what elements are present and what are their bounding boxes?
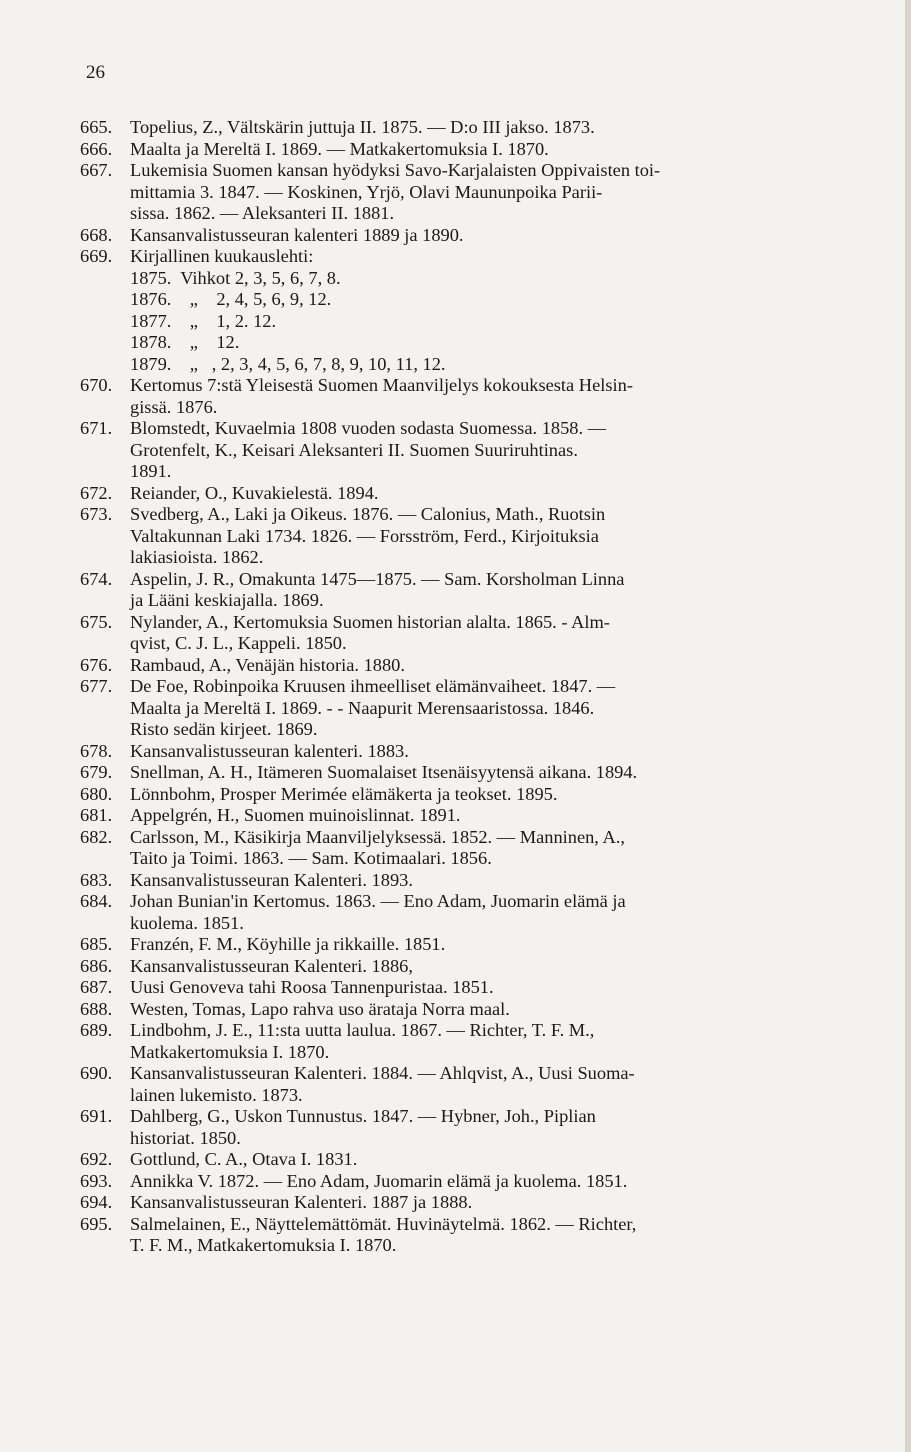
catalog-entry — [80, 977, 880, 999]
entry-number: 680. — [80, 783, 113, 804]
catalog-entry — [80, 117, 880, 139]
entry-number: 670. — [80, 375, 113, 395]
catalog-entry — [80, 784, 880, 806]
entry-line: Franzén, F. M., Köyhille ja rikkaille. 1851. — [130, 934, 446, 954]
entry-number: 675. — [80, 611, 113, 632]
page-number: 26 — [86, 62, 105, 83]
catalog-entry — [80, 160, 880, 225]
catalog-entry — [80, 139, 880, 161]
catalog-entry — [80, 375, 880, 418]
entry-number: 688. — [80, 998, 113, 1019]
entry-line: qvist, C. J. L., Kappeli. 1850. — [130, 633, 347, 653]
entry-line: Nylander, A., Kertomuksia Suomen historian alalta. 1865. - Alm- — [130, 611, 610, 632]
catalog-entry — [80, 1214, 880, 1257]
catalog-entry — [80, 934, 880, 956]
entry-line: Kansanvalistusseuran kalenteri. 1883. — [130, 740, 409, 761]
entry-line: 1876. „ 2, 4, 5, 6, 9, 12. — [130, 289, 332, 309]
entry-line: Blomstedt, Kuvaelmia 1808 vuoden sodasta Suomessa. 1858. — — [130, 418, 607, 438]
catalog-entry — [80, 805, 880, 827]
catalog-entry — [80, 956, 880, 978]
entry-line: Uusi Genoveva tahi Roosa Tannenpuristaa. 1851. — [130, 977, 494, 997]
catalog-entry — [80, 612, 880, 655]
entry-line: Maalta ja Mereltä I. 1869. — Matkakertomuksia I. 1870. — [130, 138, 549, 159]
entry-line: Appelgrén, H., Suomen muinoislinnat. 1891. — [130, 805, 461, 825]
entry-number: 686. — [80, 955, 113, 976]
entry-line: ja Lääni keskiajalla. 1869. — [130, 590, 324, 610]
entry-number: 677. — [80, 676, 113, 696]
entry-number: 691. — [80, 1106, 113, 1126]
entry-line: Kertomus 7:stä Yleisestä Suomen Maanviljelys kokouksesta Helsin- — [130, 375, 633, 395]
entry-number: 695. — [80, 1213, 113, 1234]
entry-line: Johan Bunian'in Kertomus. 1863. — Eno Adam, Juomarin elämä ja — [130, 891, 626, 911]
entry-list — [80, 117, 880, 1257]
entry-number: 669. — [80, 246, 113, 266]
page-edge — [905, 0, 911, 1452]
entry-number: 689. — [80, 1020, 113, 1040]
entry-line: Westen, Tomas, Lapo rahva uso ärataja Norra maal. — [130, 998, 510, 1019]
entry-number: 668. — [80, 224, 113, 245]
entry-line: Topelius, Z., Vältskärin juttuja II. 1875. — D:o III jakso. 1873. — [130, 117, 595, 137]
entry-line: Maalta ja Mereltä I. 1869. - - Naapurit Merensaaristossa. 1846. — [130, 697, 595, 718]
entry-line: historiat. 1850. — [130, 1127, 241, 1148]
entry-line: Kirjallinen kuukauslehti: — [130, 246, 314, 266]
entry-line: kuolema. 1851. — [130, 912, 244, 933]
catalog-entry — [80, 569, 880, 612]
entry-line: Kansanvalistusseuran Kalenteri. 1887 ja 1888. — [130, 1192, 473, 1212]
catalog-entry — [80, 225, 880, 247]
entry-number: 694. — [80, 1192, 113, 1212]
entry-line: T. F. M., Matkakertomuksia I. 1870. — [130, 1235, 397, 1255]
entry-number: 687. — [80, 977, 113, 997]
entry-line: 1879. „ , 2, 3, 4, 5, 6, 7, 8, 9, 10, 11, 12. — [130, 353, 446, 374]
catalog-entry — [80, 1020, 880, 1063]
entry-line: Kansanvalistusseuran Kalenteri. 1886, — [130, 955, 413, 976]
entry-line: Matkakertomuksia I. 1870. — [130, 1041, 330, 1062]
entry-number: 693. — [80, 1170, 113, 1191]
entry-number: 671. — [80, 418, 113, 438]
entry-number: 692. — [80, 1149, 113, 1169]
entry-number: 666. — [80, 138, 113, 159]
catalog-entry — [80, 1063, 880, 1106]
entry-line: lainen lukemisto. 1873. — [130, 1084, 303, 1105]
entry-line: gissä. 1876. — [130, 396, 218, 417]
entry-line: Rambaud, A., Venäjän historia. 1880. — [130, 654, 405, 675]
entry-line: 1875. Vihkot 2, 3, 5, 6, 7, 8. — [130, 267, 341, 288]
entry-line: lakiasioista. 1862. — [130, 547, 264, 567]
entry-line: Kansanvalistusseuran Kalenteri. 1884. — Ahlqvist, A., Uusi Suoma- — [130, 1063, 635, 1083]
entry-number: 674. — [80, 568, 113, 589]
entry-line: Taito ja Toimi. 1863. — Sam. Kotimaalari. 1856. — [130, 848, 492, 868]
entry-line: Reiander, O., Kuvakielestä. 1894. — [130, 482, 379, 503]
entry-line: Salmelainen, E., Näyttelemättömät. Huvinäytelmä. 1862. — Richter, — [130, 1213, 637, 1234]
entry-number: 690. — [80, 1063, 113, 1083]
catalog-entry — [80, 741, 880, 763]
entry-line: Lindbohm, J. E., 11:sta uutta laulua. 1867. — Richter, T. F. M., — [130, 1020, 595, 1040]
entry-number: 682. — [80, 826, 113, 847]
entry-number: 673. — [80, 504, 113, 524]
entry-line: sissa. 1862. — Aleksanteri II. 1881. — [130, 203, 395, 223]
entry-number: 672. — [80, 482, 113, 503]
catalog-entry — [80, 762, 880, 784]
entry-line: Svedberg, A., Laki ja Oikeus. 1876. — Calonius, Math., Ruotsin — [130, 504, 606, 524]
entry-number: 665. — [80, 117, 113, 137]
entry-line: Lukemisia Suomen kansan hyödyksi Savo-Karjalaisten Oppivaisten toi- — [130, 160, 661, 180]
catalog-entry — [80, 246, 880, 375]
entry-line: 1877. „ 1, 2. 12. — [130, 310, 277, 331]
catalog-entry — [80, 504, 880, 569]
entry-line: Carlsson, M., Käsikirja Maanviljelyksessä. 1852. — Manninen, A., — [130, 826, 625, 847]
entry-number: 681. — [80, 805, 113, 825]
catalog-entry — [80, 999, 880, 1021]
catalog-entry — [80, 1171, 880, 1193]
catalog-entry — [80, 418, 880, 483]
catalog-entry — [80, 827, 880, 870]
entry-line: 1891. — [130, 461, 172, 481]
entry-number: 667. — [80, 160, 113, 180]
entry-line: Dahlberg, G., Uskon Tunnustus. 1847. — Hybner, Joh., Piplian — [130, 1106, 596, 1126]
entry-number: 678. — [80, 740, 113, 761]
entry-line: Gottlund, C. A., Otava I. 1831. — [130, 1149, 358, 1169]
catalog-entry — [80, 483, 880, 505]
entry-line: mittamia 3. 1847. — Koskinen, Yrjö, Olavi Maununpoika Parii- — [130, 181, 603, 202]
entry-number: 683. — [80, 869, 113, 890]
entry-number: 685. — [80, 934, 113, 954]
catalog-entry — [80, 1106, 880, 1149]
entry-line: Valtakunnan Laki 1734. 1826. — Forsström, Ferd., Kirjoituksia — [130, 525, 599, 546]
catalog-entry — [80, 1149, 880, 1171]
entry-line: Annikka V. 1872. — Eno Adam, Juomarin elämä ja kuolema. 1851. — [130, 1170, 628, 1191]
catalog-entry — [80, 891, 880, 934]
catalog-entry — [80, 676, 880, 741]
catalog-entry — [80, 1192, 880, 1214]
entry-number: 684. — [80, 891, 113, 911]
entry-line: 1878. „ 12. — [130, 332, 240, 352]
entry-number: 679. — [80, 762, 113, 782]
entry-line: Lönnbohm, Prosper Merimée elämäkerta ja teokset. 1895. — [130, 783, 558, 804]
catalog-entry — [80, 870, 880, 892]
entry-line: De Foe, Robinpoika Kruusen ihmeelliset elämänvaiheet. 1847. — — [130, 676, 616, 696]
entry-line: Grotenfelt, K., Keisari Aleksanteri II. Suomen Suuriruhtinas. — [130, 439, 578, 460]
entry-line: Kansanvalistusseuran Kalenteri. 1893. — [130, 869, 413, 890]
entry-line: Snellman, A. H., Itämeren Suomalaiset Itsenäisyytensä aikana. 1894. — [130, 762, 638, 782]
entry-line: Kansanvalistusseuran kalenteri 1889 ja 1890. — [130, 224, 464, 245]
catalog-entry — [80, 655, 880, 677]
entry-line: Risto sedän kirjeet. 1869. — [130, 719, 318, 739]
entry-number: 676. — [80, 654, 113, 675]
entry-line: Aspelin, J. R., Omakunta 1475—1875. — Sam. Korsholman Linna — [130, 568, 625, 589]
